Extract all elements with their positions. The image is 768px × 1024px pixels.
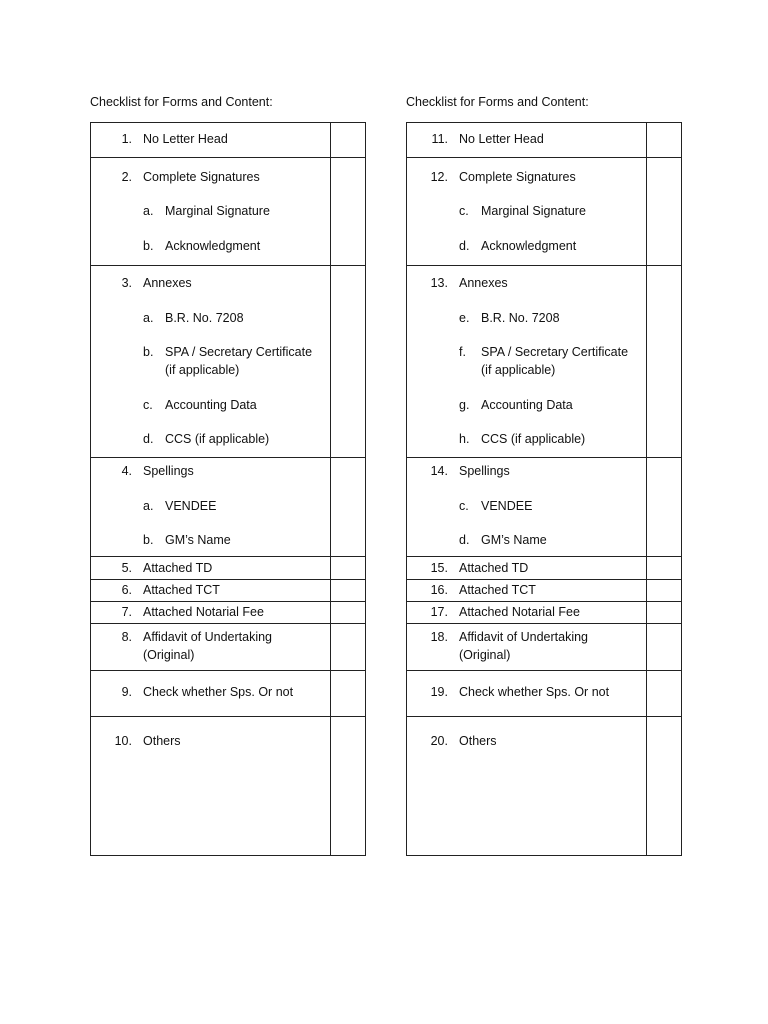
item-label: Others	[459, 734, 497, 748]
subitem-label: SPA / Secretary Certificate	[165, 345, 313, 359]
check-box[interactable]	[331, 158, 366, 266]
subitem-letter: b.	[143, 345, 154, 359]
checklist-row	[91, 458, 366, 557]
checklist-row	[91, 123, 366, 158]
item-number: 9.	[121, 685, 132, 699]
check-box[interactable]	[647, 602, 682, 624]
subitem-label: Accounting Data	[165, 398, 257, 412]
subitem-label: VENDEE	[165, 499, 217, 513]
check-box[interactable]	[331, 557, 366, 580]
item-label: Attached Notarial Fee	[143, 605, 264, 619]
checklist-left	[90, 93, 366, 856]
item-label: Others	[143, 734, 181, 748]
subitem-label: SPA / Secretary Certificate	[481, 345, 629, 359]
checklist-row	[407, 580, 682, 602]
item-label-cont: (Original)	[143, 648, 195, 662]
checklist-row	[407, 671, 682, 717]
item-label: Attached Notarial Fee	[459, 605, 580, 619]
checklist-row	[407, 458, 682, 557]
item-number: 5.	[121, 561, 132, 575]
item-label-cont: (Original)	[459, 648, 511, 662]
item-label: No Letter Head	[459, 132, 544, 146]
subitem-label-cont: (if applicable)	[165, 363, 240, 377]
subitem-label: CCS (if applicable)	[481, 432, 586, 446]
subitem-letter: b.	[143, 239, 154, 253]
item-number: 2.	[121, 170, 132, 184]
check-box[interactable]	[647, 266, 682, 458]
checklist-row	[407, 717, 682, 856]
item-label: Annexes	[459, 276, 508, 290]
check-box[interactable]	[647, 557, 682, 580]
check-box[interactable]	[331, 717, 366, 856]
item-label: Annexes	[143, 276, 192, 290]
subitem-label: Marginal Signature	[165, 204, 270, 218]
checklist-row	[407, 624, 682, 671]
subitem-letter: g.	[459, 398, 470, 412]
subitem-label: GM’s Name	[481, 533, 547, 547]
checklist-title: Checklist for Forms and Content:	[406, 95, 589, 109]
item-label: Attached TCT	[143, 583, 220, 597]
checklist-row	[91, 580, 366, 602]
item-number: 8.	[121, 630, 132, 644]
checklist-row	[407, 123, 682, 158]
item-label: Attached TD	[143, 561, 213, 575]
check-box[interactable]	[331, 671, 366, 717]
item-label: Attached TD	[459, 561, 529, 575]
checklist-row	[91, 717, 366, 856]
item-number: 19.	[430, 685, 448, 699]
checklist-table	[406, 122, 682, 856]
checklist-row	[91, 602, 366, 624]
subitem-letter: d.	[143, 432, 154, 446]
item-number: 3.	[121, 276, 132, 290]
check-box[interactable]	[647, 580, 682, 602]
subitem-letter: c.	[143, 398, 153, 412]
checklist-row	[91, 158, 366, 266]
subitem-label: Accounting Data	[481, 398, 573, 412]
checklist-title: Checklist for Forms and Content:	[90, 95, 273, 109]
checklist-row	[91, 671, 366, 717]
subitem-label: Acknowledgment	[481, 239, 577, 253]
subitem-label: Acknowledgment	[165, 239, 261, 253]
subitem-letter: e.	[459, 311, 470, 325]
check-box[interactable]	[331, 458, 366, 557]
item-number: 4.	[121, 464, 132, 478]
item-number: 7.	[121, 605, 132, 619]
check-box[interactable]	[331, 123, 366, 158]
checklist-row	[91, 557, 366, 580]
subitem-label: CCS (if applicable)	[165, 432, 270, 446]
check-box[interactable]	[331, 266, 366, 458]
subitem-letter: d.	[459, 533, 470, 547]
subitem-label: VENDEE	[481, 499, 533, 513]
check-box[interactable]	[647, 671, 682, 717]
item-number: 11.	[431, 132, 448, 146]
checklist-row	[407, 557, 682, 580]
check-box[interactable]	[647, 717, 682, 856]
subitem-letter: a.	[143, 311, 154, 325]
item-label: Complete Signatures	[143, 170, 260, 184]
subitem-letter: c.	[459, 204, 469, 218]
check-box[interactable]	[647, 624, 682, 671]
item-number: 17.	[430, 605, 448, 619]
check-box[interactable]	[331, 624, 366, 671]
checklist-row	[407, 602, 682, 624]
item-number: 20.	[430, 734, 448, 748]
item-number: 15.	[430, 561, 448, 575]
item-number: 1.	[121, 132, 132, 146]
item-number: 14.	[430, 464, 448, 478]
item-label: Affidavit of Undertaking	[143, 630, 273, 644]
checklist-row	[407, 266, 682, 458]
subitem-label: Marginal Signature	[481, 204, 586, 218]
subitem-letter: c.	[459, 499, 469, 513]
checklist-row	[407, 158, 682, 266]
subitem-label-cont: (if applicable)	[481, 363, 556, 377]
checklist-row	[91, 624, 366, 671]
checklist-table	[90, 122, 366, 856]
subitem-letter: f.	[459, 345, 466, 359]
item-number: 16.	[430, 583, 448, 597]
subitem-letter: b.	[143, 533, 154, 547]
item-label: Check whether Sps. Or not	[459, 685, 610, 699]
item-number: 12.	[430, 170, 448, 184]
check-box[interactable]	[647, 458, 682, 557]
subitem-letter: a.	[143, 499, 154, 513]
subitem-label: GM’s Name	[165, 533, 231, 547]
subitem-letter: a.	[143, 204, 154, 218]
item-number: 10.	[114, 734, 132, 748]
subitem-letter: h.	[459, 432, 470, 446]
item-label: Attached TCT	[459, 583, 536, 597]
check-box[interactable]	[331, 602, 366, 624]
item-label: Affidavit of Undertaking	[459, 630, 589, 644]
item-number: 13.	[430, 276, 448, 290]
item-label: Check whether Sps. Or not	[143, 685, 294, 699]
check-box[interactable]	[647, 123, 682, 158]
item-number: 18.	[430, 630, 448, 644]
subitem-label: B.R. No. 7208	[481, 311, 560, 325]
item-label: Spellings	[459, 464, 510, 478]
item-label: No Letter Head	[143, 132, 228, 146]
check-box[interactable]	[647, 158, 682, 266]
check-box[interactable]	[331, 580, 366, 602]
item-number: 6.	[121, 583, 132, 597]
item-label: Complete Signatures	[459, 170, 576, 184]
checklist-right	[406, 93, 682, 856]
item-label: Spellings	[143, 464, 194, 478]
subitem-label: B.R. No. 7208	[165, 311, 244, 325]
checklist-row	[91, 266, 366, 458]
subitem-letter: d.	[459, 239, 470, 253]
